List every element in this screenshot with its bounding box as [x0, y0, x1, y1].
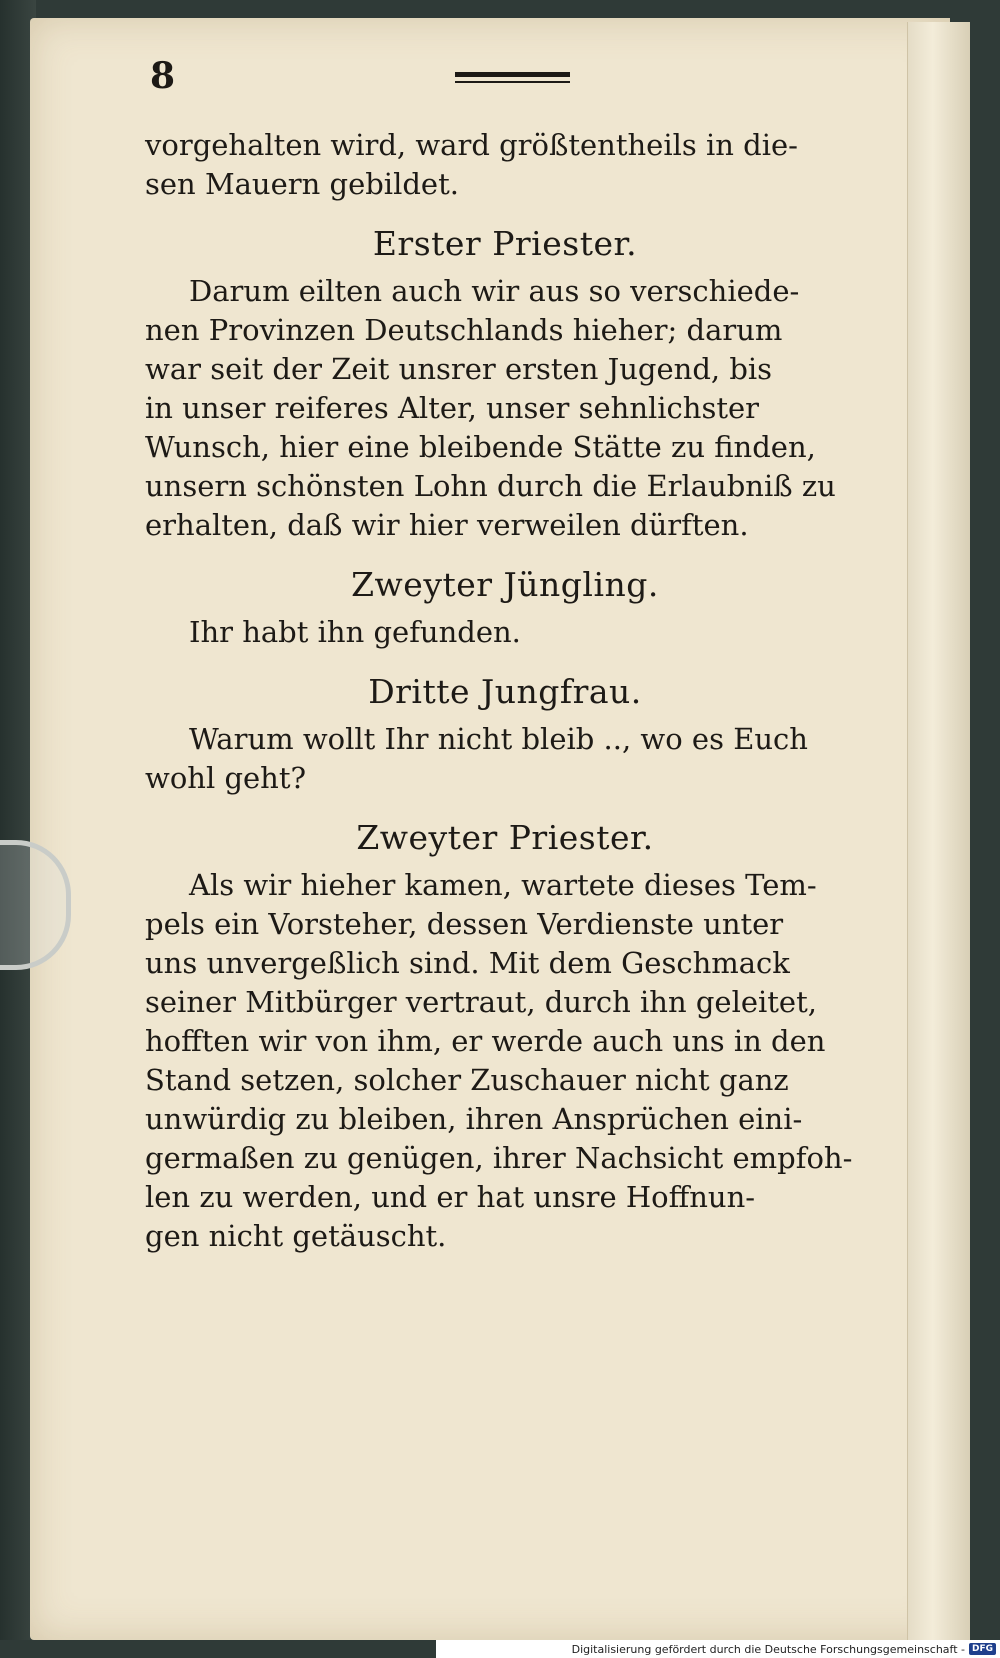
footer-credit — [436, 1640, 1000, 1658]
text-paragraph: Ihr habt ihn gefunden. — [189, 615, 521, 649]
page-edge — [907, 22, 970, 1640]
speaker-heading: Dritte Jungfrau. — [368, 672, 642, 711]
text-paragraph: Warum wollt Ihr nicht bleib .., wo es Euch wohl geht? — [145, 722, 808, 795]
header-ornament — [455, 72, 570, 86]
speaker-heading: Zweyter Jüngling. — [351, 565, 659, 604]
footer-text: Digitalisierung gefördert durch die Deutsche Forschungsgemeinschaft - — [571, 1642, 965, 1656]
speaker-heading: Zweyter Priester. — [356, 818, 654, 857]
page-number: 8 — [150, 55, 176, 97]
text-paragraph: Als wir hieher kamen, wartete dieses Tem- pels ein Vorsteher, dessen Verdienste unter uns unvergeßlich sind. Mit dem Geschmack seiner Mitbürger vertraut, durch ihn geleitet, hofften wir von ihm, er werde auch uns in den Stand setzen, solcher Zuschauer nicht ganz unwürdig zu bleiben, ihren Ansprüchen eini- germaßen zu genügen, ihrer Nachsicht empfoh- len zu werden, und er hat unsre Hoffnun- gen nicht getäuscht. — [145, 868, 853, 1253]
dfg-logo: DFG — [969, 1643, 996, 1655]
text-paragraph: vorgehalten wird, ward größtentheils in die- sen Mauern gebildet. — [145, 128, 798, 201]
speaker-heading: Erster Priester. — [372, 224, 638, 263]
text-paragraph: Darum eilten auch wir aus so verschiede- nen Provinzen Deutschlands hieher; darum war seit der Zeit unsrer ersten Jugend, bis in unser reiferes Alter, unser sehnlichster Wunsch, hier eine bleibende Stätte zu finden, unsern schönsten Lohn durch die Erlaubniß zu erhalten, daß wir hier verweilen dürften. — [145, 274, 836, 542]
page-text — [145, 126, 865, 1256]
